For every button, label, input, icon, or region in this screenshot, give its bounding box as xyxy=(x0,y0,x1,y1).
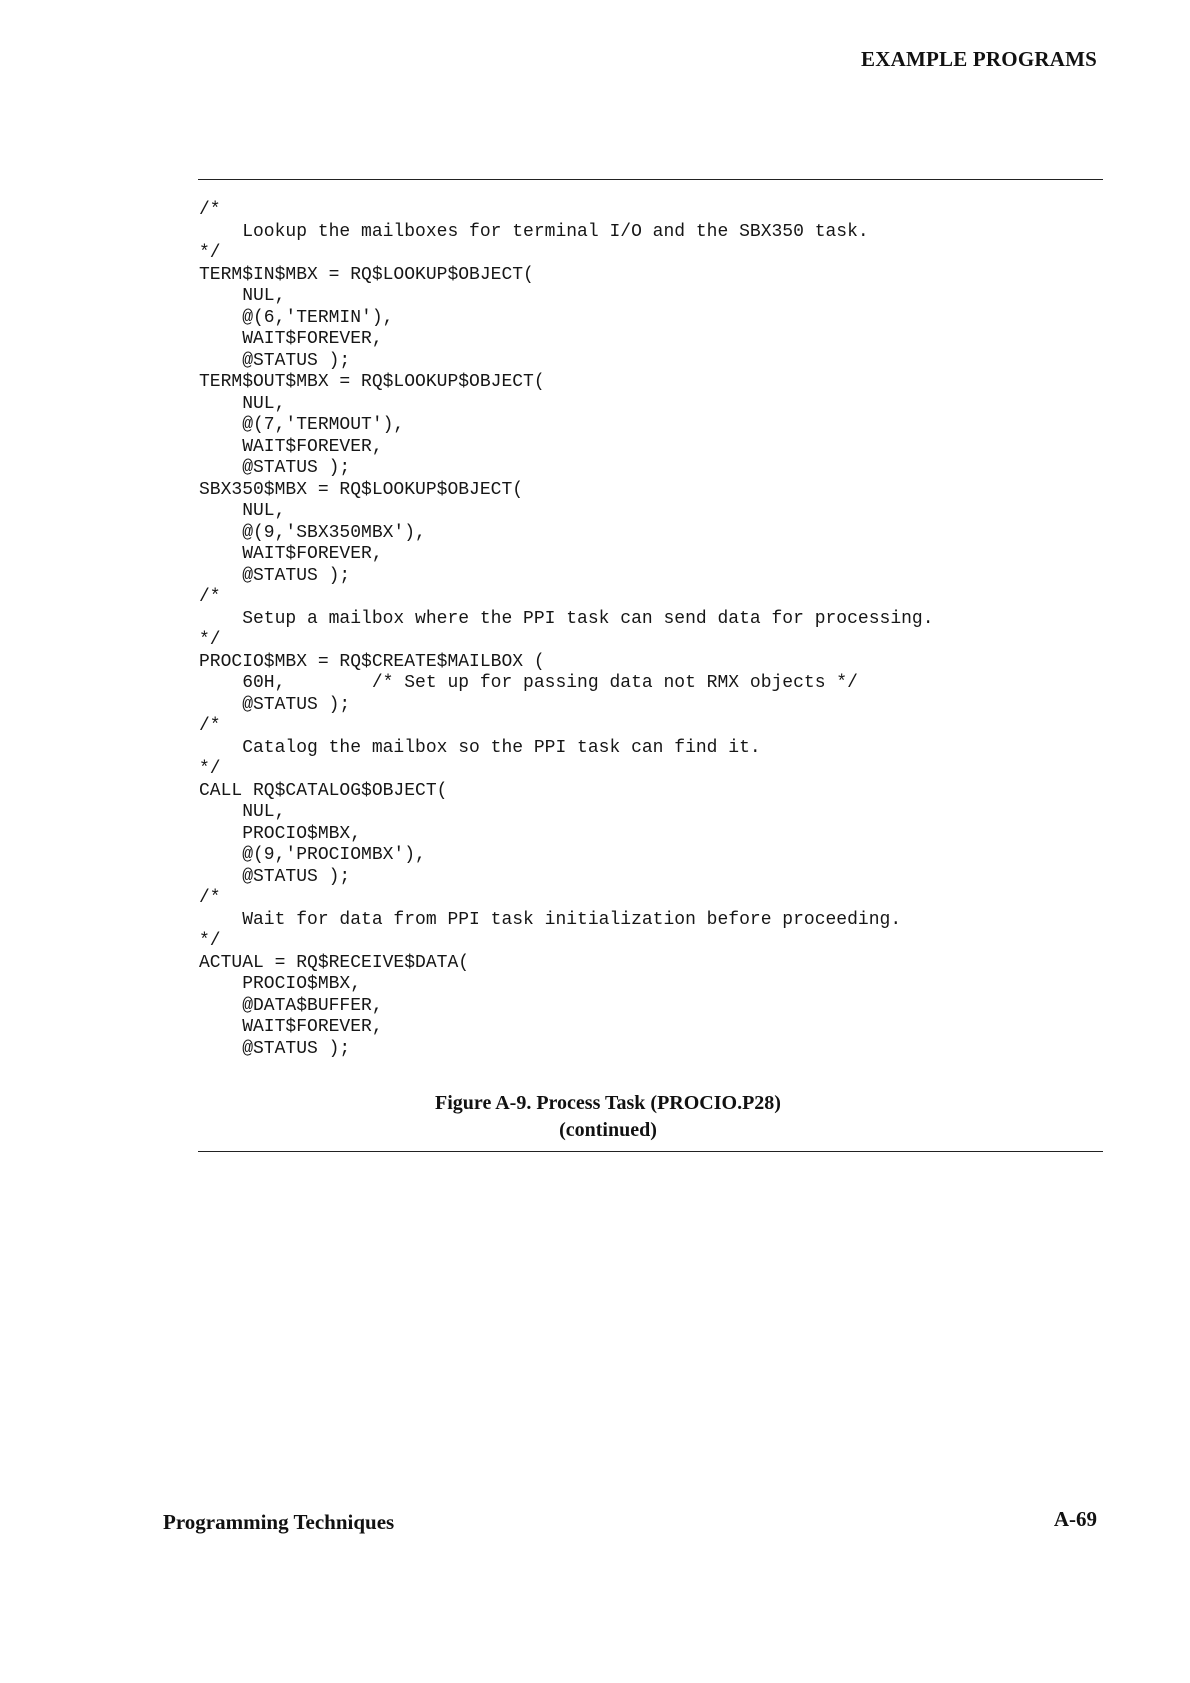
code-line: NUL, xyxy=(199,501,286,521)
code-line: Wait for data from PPI task initialization before proceeding. xyxy=(199,909,902,930)
code-line: TERM$OUT$MBX = RQ$LOOKUP$OBJECT( xyxy=(199,372,545,392)
code-line: @(6,'TERMIN'), xyxy=(199,307,394,328)
code-line: NUL, xyxy=(199,286,286,306)
code-line: PROCIO$MBX, xyxy=(199,974,362,994)
code-line: @STATUS ); xyxy=(199,866,351,887)
footer-book-title: Programming Techniques xyxy=(163,1510,395,1534)
code-line: */ xyxy=(199,243,221,263)
code-line: SBX350$MBX = RQ$LOOKUP$OBJECT( xyxy=(199,479,524,500)
code-line: /* xyxy=(199,888,221,908)
code-line: WAIT$FOREVER, xyxy=(199,1017,383,1037)
code-line: PROCIO$MBX, xyxy=(199,823,362,844)
top-rule xyxy=(198,179,1103,180)
code-line: @(9,'SBX350MBX'), xyxy=(199,522,426,543)
running-header: EXAMPLE PROGRAMS xyxy=(861,47,1097,71)
code-line: /* xyxy=(199,587,221,607)
code-line: CALL RQ$CATALOG$OBJECT( xyxy=(199,780,448,801)
code-line: */ xyxy=(199,630,221,650)
code-line: @(9,'PROCIOMBX'), xyxy=(199,845,426,865)
code-line: /* xyxy=(199,716,221,736)
code-line: WAIT$FOREVER, xyxy=(199,544,383,564)
footer-page-number: A-69 xyxy=(1053,1507,1097,1531)
code-line: TERM$IN$MBX = RQ$LOOKUP$OBJECT( xyxy=(199,264,534,285)
code-line: @STATUS ); xyxy=(199,458,351,478)
figure-caption-continued: (continued) xyxy=(559,1119,657,1141)
bottom-rule xyxy=(198,1151,1103,1152)
code-line: PROCIO$MBX = RQ$CREATE$MAILBOX ( xyxy=(199,651,545,672)
code-line: NUL, xyxy=(199,802,286,822)
code-line: NUL, xyxy=(199,393,286,414)
code-line: Catalog the mailbox so the PPI task can find it. xyxy=(199,737,761,758)
code-line: @(7,'TERMOUT'), xyxy=(199,415,405,435)
figure-caption-title: Figure A-9. Process Task (PROCIO.P28) xyxy=(435,1092,781,1114)
code-line: @STATUS ); xyxy=(199,1038,351,1059)
code-listing xyxy=(199,200,934,1060)
code-line: ACTUAL = RQ$RECEIVE$DATA( xyxy=(199,952,470,973)
code-line: Lookup the mailboxes for terminal I/O and the SBX350 task. xyxy=(199,221,869,242)
code-line: */ xyxy=(199,931,221,951)
code-line: @STATUS ); xyxy=(199,565,351,586)
code-line: */ xyxy=(199,759,221,779)
code-line: @STATUS ); xyxy=(199,694,351,715)
code-line: 60H, /* Set up for passing data not RMX objects */ xyxy=(199,673,858,693)
code-line: @DATA$BUFFER, xyxy=(199,995,383,1016)
code-line: Setup a mailbox where the PPI task can send data for processing. xyxy=(199,608,934,629)
code-line: /* xyxy=(199,200,221,220)
code-line: @STATUS ); xyxy=(199,350,351,371)
code-line: WAIT$FOREVER, xyxy=(199,329,383,349)
code-line: WAIT$FOREVER, xyxy=(199,436,383,457)
figure-caption xyxy=(198,1090,1018,1144)
